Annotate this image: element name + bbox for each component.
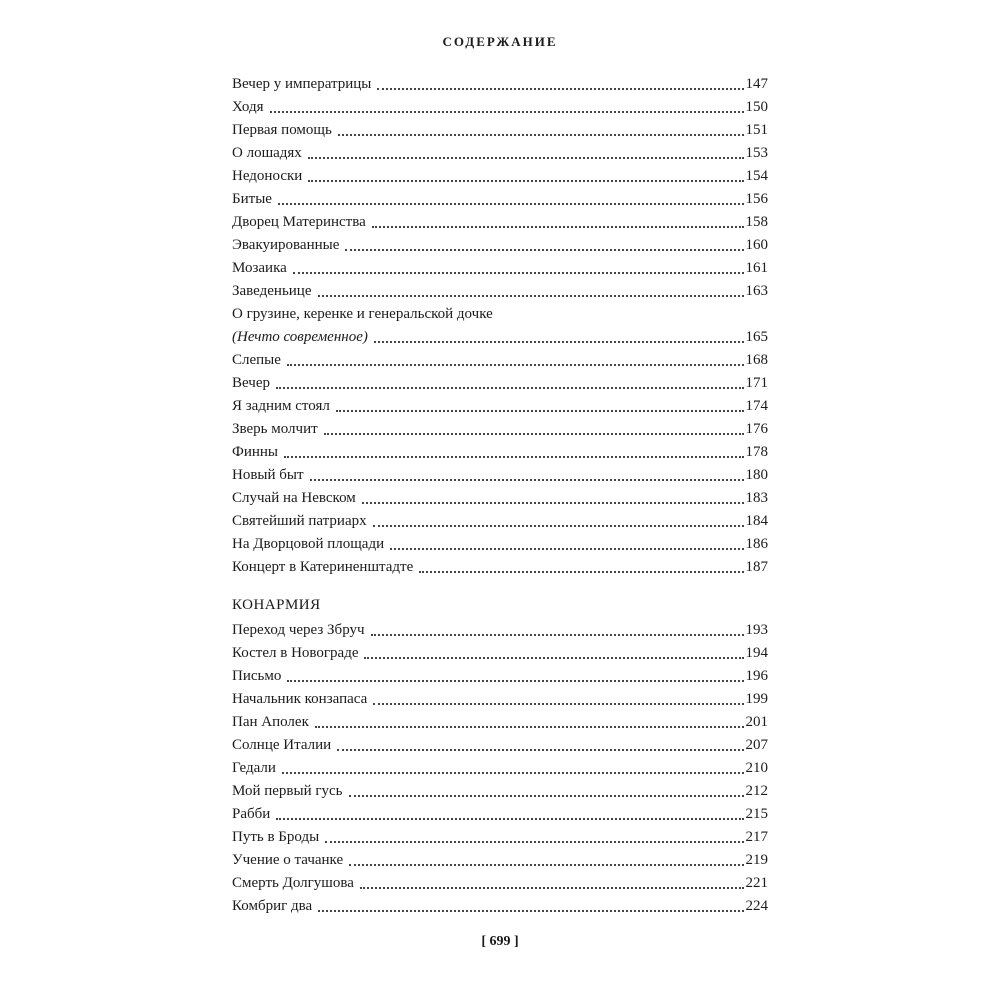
dot-leader: [276, 818, 743, 820]
toc-entry: [232, 326, 768, 349]
toc-entry: [232, 780, 768, 803]
toc-entry-title: Первая помощь: [232, 122, 332, 138]
toc-entry: [232, 464, 768, 487]
dot-leader: [338, 134, 744, 136]
dot-leader: [345, 249, 743, 251]
toc-entry-title: Гедали: [232, 760, 276, 776]
toc-entry-page: 217: [745, 829, 768, 845]
toc-entry-title: Вечер: [232, 375, 270, 391]
toc-entry-page: 176: [745, 421, 768, 437]
toc-entry-title: Смерть Долгушова: [232, 875, 354, 891]
toc-entry: [232, 619, 768, 642]
toc-entry-title: Переход через Збруч: [232, 622, 365, 638]
toc-entry-page: 183: [745, 490, 768, 506]
dot-leader: [374, 341, 744, 343]
toc-entry-title: На Дворцовой площади: [232, 536, 385, 552]
toc-entry-page: 215: [745, 806, 768, 822]
toc-entry: [232, 487, 768, 510]
dot-leader: [276, 387, 744, 389]
toc-entry-page: 163: [745, 283, 768, 299]
toc-entry-title: Зверь молчит: [232, 421, 318, 437]
toc-entry: [232, 895, 768, 918]
toc-entry: [232, 234, 768, 257]
dot-leader: [362, 502, 744, 504]
dot-leader: [337, 749, 743, 751]
toc-entry-title: Мозаика: [232, 260, 287, 276]
toc-entry-title: Учение о тачанке: [232, 852, 344, 868]
toc-entry-title: Я задним стоял: [232, 398, 330, 414]
toc-entry-title: Слепые: [232, 352, 281, 368]
dot-leader: [377, 88, 743, 90]
toc-entry-title: Комбриг два: [232, 898, 313, 914]
toc-entry-page: 150: [745, 99, 768, 115]
toc-entry: [232, 96, 768, 119]
toc-entry-title: Святейший патриарх: [232, 513, 367, 529]
dot-leader: [324, 433, 744, 435]
toc-entry-page: 147: [745, 76, 768, 92]
dot-leader: [318, 910, 743, 912]
toc-entry: [232, 803, 768, 826]
dot-leader: [349, 795, 744, 797]
dot-leader: [282, 772, 744, 774]
dot-leader: [419, 571, 743, 573]
toc-entry-title: Письмо: [232, 668, 282, 684]
toc-entry-page: 207: [745, 737, 768, 753]
toc-entry: [232, 395, 768, 418]
toc-entry: [232, 849, 768, 872]
toc-entry-page: 186: [745, 536, 768, 552]
toc-entry-page: 199: [745, 691, 768, 707]
toc-entry-page: 187: [745, 559, 768, 575]
toc-entry-title: Рабби: [232, 806, 271, 822]
dot-leader: [373, 525, 744, 527]
toc-entry-page: 180: [745, 467, 768, 483]
dot-leader: [390, 548, 743, 550]
dot-leader: [325, 841, 743, 843]
dot-leader: [315, 726, 744, 728]
dot-leader: [360, 887, 744, 889]
dot-leader: [371, 634, 744, 636]
dot-leader: [308, 157, 744, 159]
toc-entry-page: 156: [745, 191, 768, 207]
dot-leader: [310, 479, 744, 481]
toc-entry: [232, 349, 768, 372]
toc-entry-page: 212: [745, 783, 768, 799]
toc-entry: [232, 665, 768, 688]
toc-entry: [232, 872, 768, 895]
toc-group-konarmiya: [232, 619, 768, 918]
toc-entry-title: Солнце Италии: [232, 737, 332, 753]
toc-entry-title: Путь в Броды: [232, 829, 320, 845]
toc-entry: [232, 826, 768, 849]
page-number: [ 699 ]: [481, 934, 519, 949]
toc-entry-page: 151: [745, 122, 768, 138]
toc-entry: [232, 533, 768, 556]
dot-leader: [349, 864, 743, 866]
toc-entry-page: 168: [745, 352, 768, 368]
toc-entry-page: 210: [745, 760, 768, 776]
dot-leader: [318, 295, 744, 297]
dot-leader: [364, 657, 743, 659]
table-of-contents: [232, 73, 768, 918]
toc-entry: [232, 119, 768, 142]
toc-entry-title: Дворец Материнства: [232, 214, 366, 230]
toc-entry: [232, 280, 768, 303]
toc-entry-subtitle: (Нечто современное): [232, 329, 368, 345]
toc-entry: [232, 211, 768, 234]
dot-leader: [284, 456, 743, 458]
toc-entry-title: Заведеньице: [232, 283, 312, 299]
toc-entry: [232, 441, 768, 464]
toc-entry: [232, 642, 768, 665]
toc-entry-title: Начальник конзапаса: [232, 691, 368, 707]
toc-entry-page: 160: [745, 237, 768, 253]
toc-entry-page: 224: [745, 898, 768, 914]
toc-group-stories: [232, 73, 768, 579]
toc-entry-page: 165: [745, 329, 768, 345]
toc-entry-page: 178: [745, 444, 768, 460]
toc-entry: [232, 757, 768, 780]
toc-entry-page: 194: [745, 645, 768, 661]
toc-entry-title: Мой первый гусь: [232, 783, 343, 799]
toc-entry-title: Случай на Невском: [232, 490, 356, 506]
dot-leader: [287, 364, 744, 366]
toc-entry-title: Финны: [232, 444, 279, 460]
dot-leader: [293, 272, 744, 274]
toc-entry-page: 184: [745, 513, 768, 529]
toc-entry-page: 174: [745, 398, 768, 414]
dot-leader: [308, 180, 743, 182]
dot-leader: [373, 703, 743, 705]
toc-entry-title: О лошадях: [232, 145, 302, 161]
toc-entry-page: 171: [745, 375, 768, 391]
toc-entry-title-line1: О грузине, керенке и генеральской дочке: [232, 306, 493, 322]
toc-entry: [232, 257, 768, 280]
toc-entry: [232, 734, 768, 757]
toc-entry-title: Пан Аполек: [232, 714, 309, 730]
toc-entry-page: 221: [745, 875, 768, 891]
page-header: СОДЕРЖАНИЕ: [442, 34, 558, 49]
toc-entry-title: Костел в Новограде: [232, 645, 359, 661]
toc-entry-title: Вечер у императрицы: [232, 76, 372, 92]
toc-entry: [232, 510, 768, 533]
toc-entry: [232, 418, 768, 441]
toc-entry-page: 158: [745, 214, 768, 230]
toc-entry: [232, 188, 768, 211]
toc-entry-page: 193: [745, 622, 768, 638]
toc-entry-page: 154: [745, 168, 768, 184]
toc-entry-page: 161: [745, 260, 768, 276]
toc-entry-page: 196: [745, 668, 768, 684]
toc-entry-page: 153: [745, 145, 768, 161]
dot-leader: [372, 226, 744, 228]
toc-entry: [232, 372, 768, 395]
toc-entry-title: Недоноски: [232, 168, 303, 184]
toc-entry-title: Новый быт: [232, 467, 304, 483]
dot-leader: [278, 203, 744, 205]
section-heading: КОНАРМИЯ: [232, 597, 321, 613]
toc-entry: [232, 711, 768, 734]
toc-entry: [232, 688, 768, 711]
toc-entry-title: Ходя: [232, 99, 264, 115]
toc-entry: [232, 556, 768, 579]
toc-entry-title: Эвакуированные: [232, 237, 340, 253]
toc-entry-page: 219: [745, 852, 768, 868]
dot-leader: [287, 680, 743, 682]
dot-leader: [336, 410, 744, 412]
toc-entry-page: 201: [745, 714, 768, 730]
toc-entry: [232, 73, 768, 96]
toc-entry: [232, 142, 768, 165]
toc-entry-title: Концерт в Катериненштадте: [232, 559, 414, 575]
toc-entry-title: Битые: [232, 191, 272, 207]
dot-leader: [270, 111, 744, 113]
toc-entry: [232, 165, 768, 188]
